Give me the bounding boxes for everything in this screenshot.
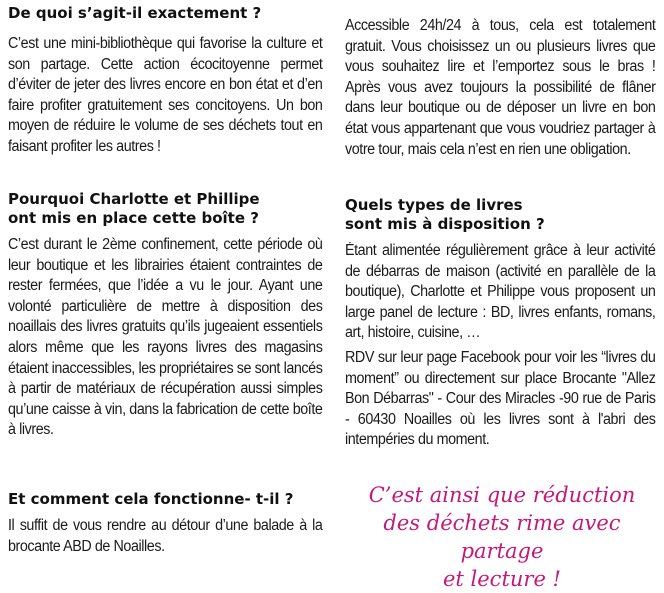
quote-line: C’est ainsi que réduction <box>368 483 636 507</box>
closing-quote <box>352 481 652 593</box>
section-body: Il suffit de vous rendre au détour d’une balade à la brocante ABD de Noailles. <box>8 517 323 555</box>
section-body: Étant alimentée régulièrement grâce à leur activité de débarras de maison (activité en parallèle de la boutique), Charlotte et Philippe vous proposent un large panel de lecture : BD, livres enfants, romans, art, histoire, cuisine, … <box>345 242 656 342</box>
section-title-line1: Pourquoi Charlotte et Phillipe <box>8 190 260 208</box>
rdv-paragraph <box>345 348 657 451</box>
section-book-types <box>345 196 657 344</box>
section-title-line1: Quels types de livres <box>345 196 523 214</box>
section-title-line2: sont mis à disposition ? <box>345 215 545 233</box>
section-title: Et comment cela fonctionne- t-il ? <box>8 490 294 508</box>
section-title-line2: ont mis en place cette boîte ? <box>8 209 259 227</box>
quote-line: et lecture ! <box>443 567 561 591</box>
section-title: De quoi s’agit-il exactement ? <box>8 4 262 22</box>
section-why <box>8 190 324 441</box>
section-body: C’est une mini-bibliothèque qui favorise la culture et son partage. Cette action écocitoyenne permet d’éviter de jeter des livres encore en bon état et d’en faire profiter gratuitement ses concitoyens. Un bon moyen de réduire le volume de ses déchets tout en faisant profiter les autres ! <box>8 35 323 155</box>
section-body: Accessible 24h/24 à tous, cela est totalement gratuit. Vous choisissez un ou plusieurs livres que vous souhaitez lire et l’emportez sous le bras ! Après vous avez toujours la possibilité de flâner dans leur boutique ou de déposer un livre en bon état vous appartenant que vous voudriez partager à votre tour, mais cela n’est en rien une obligation. <box>345 17 656 158</box>
quote-line: des déchets rime avec partage <box>383 511 621 563</box>
section-body: C’est durant le 2ème confinement, cette période où leur boutique et les librairies étaient contraintes de rester fermées, que l’idée a vu le jour. Ayant une volonté particulière de mettre à disposition des noaillais des livres gratuits qu’ils jugeaient essentiels alors même que les rayons livres des magasins étaient inaccessibles, les propriétaires se sont lancés à partir de matériaux de récupération aussi simples qu’une caisse à vin, dans la fabrication de cette boîte à livres. <box>8 236 323 439</box>
section-how <box>8 490 324 557</box>
rdv-body: RDV sur leur page Facebook pour voir les “livres du moment” ou directement sur place Brocante "Allez Bon Débarras" - Cour des Miracles -90 rue de Paris - 60430 Noailles où les livres sont à l'abri des intempéries du moment. <box>345 349 656 449</box>
section-what-is-it <box>8 4 324 158</box>
continuation-paragraph <box>345 16 657 160</box>
